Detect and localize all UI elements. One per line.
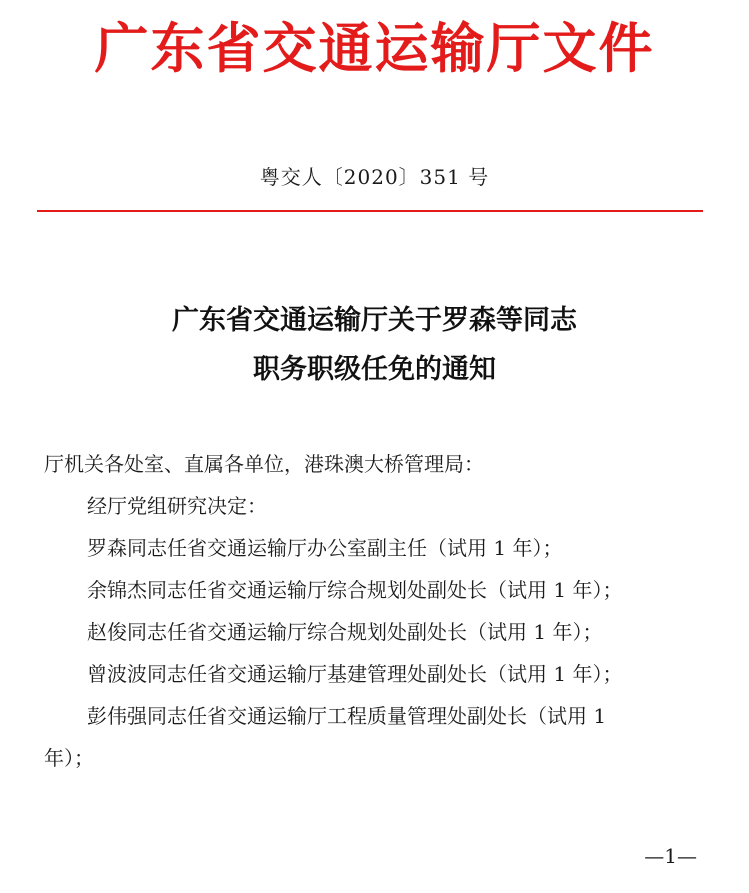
document-number: 粤交人〔2020〕351 号: [259, 165, 490, 189]
appointment-item: 余锦杰同志任省交通运输厅综合规划处副处长（试用 1 年）；: [87, 578, 623, 602]
decision-intro: 经厅党组研究决定：: [87, 494, 267, 518]
appointment-item: 曾波波同志任省交通运输厅基建管理处副处长（试用 1 年）；: [87, 662, 623, 686]
appointment-item: 赵俊同志任省交通运输厅综合规划处副处长（试用 1 年）；: [87, 620, 603, 644]
notice-title-line-1: 广东省交通运输厅关于罗森等同志: [172, 305, 577, 336]
red-divider-line: [37, 210, 703, 212]
appointment-item-continuation: 年）；: [44, 746, 94, 770]
document-masthead: 广东省交通运输厅文件: [94, 17, 655, 80]
page-number: —1—: [644, 844, 697, 868]
addressee-line: 厅机关各处室、直属各单位，港珠澳大桥管理局：: [44, 452, 484, 476]
appointment-item: 彭伟强同志任省交通运输厅工程质量管理处副处长（试用 1: [87, 704, 607, 728]
appointment-item: 罗森同志任省交通运输厅办公室副主任（试用 1 年）；: [87, 536, 563, 560]
notice-title-line-2: 职务职级任免的通知: [253, 354, 496, 385]
